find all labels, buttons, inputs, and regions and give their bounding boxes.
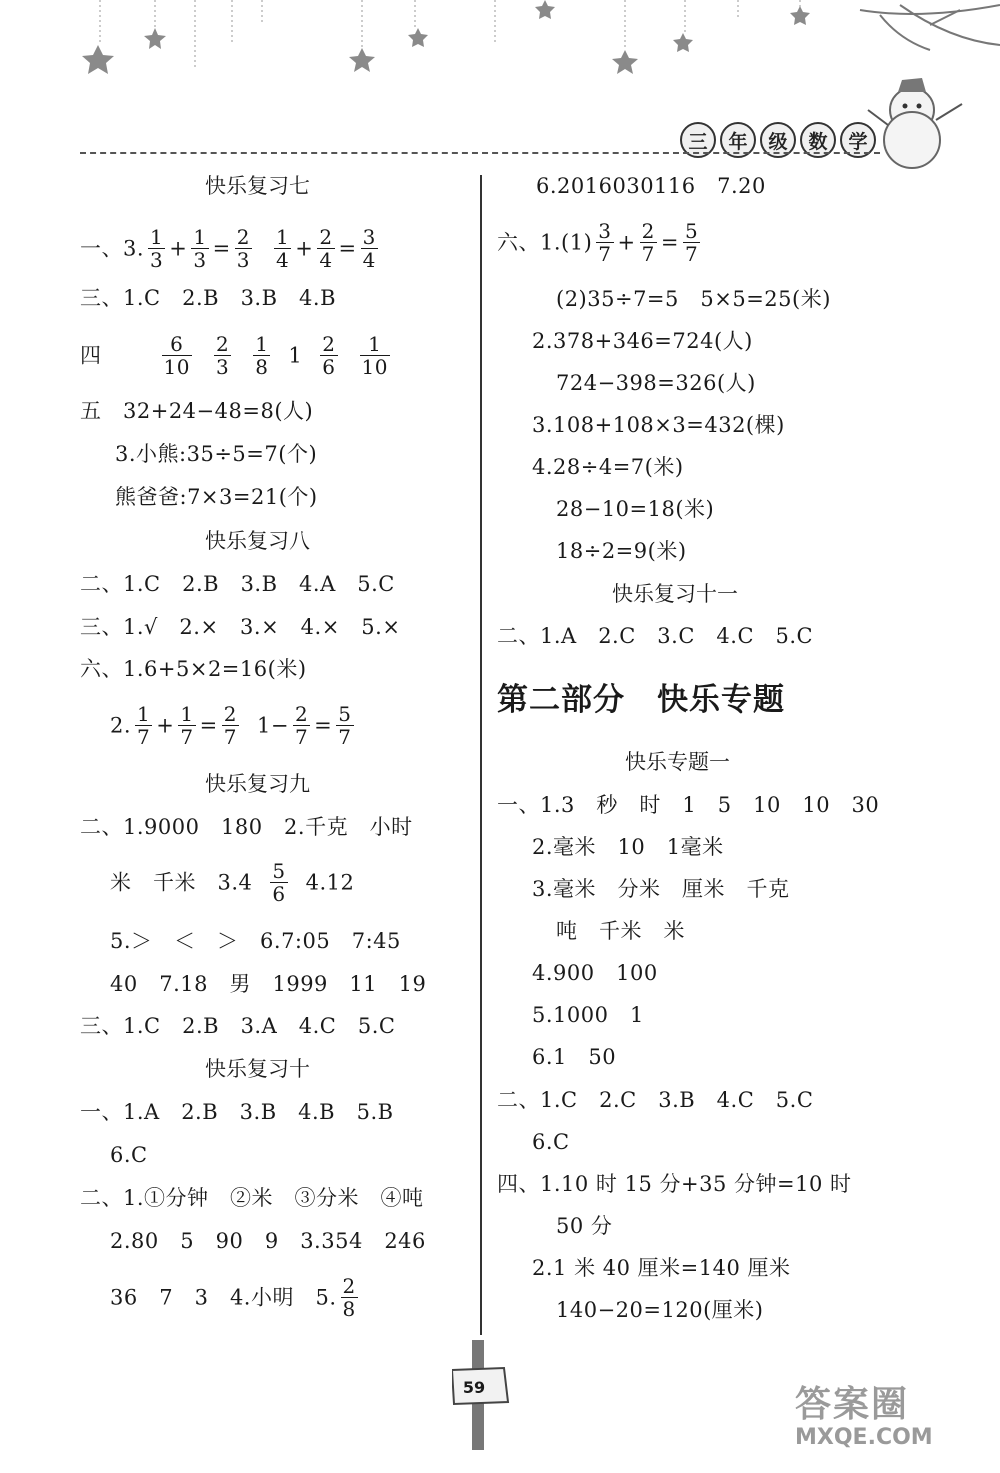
- section-title-review10: 快乐复习十: [205, 1057, 310, 1081]
- fraction: $\frac{5}{6}$: [272, 859, 286, 906]
- page-number: 59: [462, 1377, 486, 1397]
- badge-char: 数: [800, 122, 836, 158]
- answer-line: 18÷2=9(米): [556, 539, 687, 563]
- answer-line: 3.小熊:35÷5=7(个): [115, 442, 318, 466]
- answer-line: 二、1.C 2.B 3.B 4.A 5.C: [80, 572, 395, 596]
- answer-line: 六、1.(1) $\frac{3}{7}$ + $\frac{2}{7}$ = $\frac{5}{7}$: [497, 219, 699, 266]
- answer-line: 二、1.A 2.C 3.C 4.C 5.C: [497, 624, 814, 648]
- watermark-logo: [795, 1385, 933, 1451]
- answer-line: 40 7.18 男 1999 11 19: [110, 972, 427, 996]
- fraction: $\frac{1}{8}$: [255, 332, 269, 379]
- answer-line: 二、1.①分钟 ②米 ③分米 ④吨: [80, 1186, 424, 1210]
- fraction: $\frac{2}{7}$: [223, 702, 237, 749]
- fraction: $\frac{2}{4}$: [319, 225, 333, 272]
- part-title: 第二部分 快乐专题: [497, 682, 785, 718]
- fraction: $\frac{1}{3}$: [193, 225, 207, 272]
- fraction: $\frac{1}{10}$: [361, 332, 388, 379]
- star-icon: [82, 0, 810, 74]
- answer-line: 2. $\frac{1}{7}$ + $\frac{1}{7}$ = $\frac{2}{7}$ 1− $\frac{2}{7}$ = $\frac{5}{7}$: [110, 702, 352, 749]
- section-title-review9: 快乐复习九: [205, 772, 310, 796]
- answer-line: 36 7 3 4.小明 5. $\frac{2}{8}$: [110, 1274, 356, 1321]
- fraction: $\frac{2}{7}$: [641, 219, 655, 266]
- answer-line: 140−20=120(厘米): [556, 1298, 764, 1322]
- fraction: $\frac{1}{7}$: [137, 702, 151, 749]
- answer-line: 2.1 米 40 厘米=140 厘米: [532, 1256, 791, 1280]
- answer-line: (2)35÷7=5 5×5=25(米): [556, 287, 831, 311]
- badge-char: 级: [760, 122, 796, 158]
- answer-line: 6.1 50: [532, 1045, 617, 1069]
- answer-line: 六、1.6+5×2=16(米): [80, 657, 307, 681]
- badge-char: 三: [680, 122, 716, 158]
- fraction: $\frac{2}{8}$: [342, 1274, 356, 1321]
- answer-line: 二、1.9000 180 2.千克 小时: [80, 815, 413, 839]
- answer-line: 二、1.C 2.C 3.B 4.C 5.C: [497, 1088, 814, 1112]
- answer-line: 4.28÷4=7(米): [532, 455, 684, 479]
- answer-line: 吨 千米 米: [556, 919, 685, 943]
- fraction: $\frac{6}{10}$: [163, 332, 190, 379]
- badge-char: 学: [840, 122, 876, 158]
- watermark-text: 答案圈: [795, 1384, 910, 1425]
- fraction: $\frac{3}{7}$: [598, 219, 612, 266]
- section-title-topic1: 快乐专题一: [625, 750, 730, 774]
- badge-char: 年: [720, 122, 756, 158]
- answer-line: 28−10=18(米): [556, 497, 715, 521]
- answer-line: 724−398=326(人): [556, 371, 756, 395]
- answer-line: 四 $\frac{6}{10}$ $\frac{2}{3}$ $\frac{1}{8}$ 1 $\frac{2}{6}$ $\frac{1}{10}$: [80, 332, 388, 379]
- answer-line: 6.C: [532, 1130, 570, 1154]
- fraction: $\frac{1}{4}$: [275, 225, 290, 272]
- answer-line: 5.1000 1: [532, 1003, 644, 1027]
- header-divider: [80, 152, 880, 154]
- answer-line: 熊爸爸:7×3=21(个): [115, 485, 318, 509]
- fraction: $\frac{2}{3}$: [215, 332, 230, 379]
- answer-line: 2.378+346=724(人): [532, 329, 753, 353]
- answer-line: 3.毫米 分米 厘米 千克: [532, 877, 790, 901]
- answer-line: 米 千米 3.4 $\frac{5}{6}$ 4.12: [110, 859, 355, 906]
- answer-line: 三、1.C 2.B 3.A 4.C 5.C: [80, 1014, 396, 1038]
- fraction: $\frac{2}{6}$: [322, 332, 336, 379]
- fraction: $\frac{1}{3}$: [150, 225, 164, 272]
- fraction: $\frac{5}{7}$: [338, 702, 352, 749]
- answer-line: 50 分: [556, 1214, 613, 1238]
- answer-line: 一、3. $\frac{1}{3}$ + $\frac{1}{3}$ = $\frac{2}{3}$ $\frac{1}{4}$ + $\frac{2}{4}$ = $\frac{3}{4}$: [80, 225, 376, 272]
- snowman-icon: [868, 78, 962, 168]
- answer-line: 三、1.√ 2.× 3.× 4.× 5.×: [80, 615, 401, 639]
- section-title-review8: 快乐复习八: [205, 529, 310, 553]
- answer-line: 6.2016030116 7.20: [536, 174, 766, 198]
- fraction: $\frac{2}{7}$: [294, 702, 309, 749]
- answer-line: 五 32+24−48=8(人): [80, 399, 314, 423]
- answer-line: 6.C: [110, 1143, 148, 1167]
- answer-line: 4.900 100: [532, 961, 658, 985]
- column-divider: [480, 175, 482, 1335]
- answer-line: 一、1.A 2.B 3.B 4.B 5.B: [80, 1100, 394, 1124]
- watermark-url: MXQE.COM: [795, 1425, 933, 1450]
- branch-icon: [860, 5, 1000, 50]
- answer-line: 2.80 5 90 9 3.354 246: [110, 1229, 426, 1253]
- answer-line: 四、1.10 时 15 分+35 分钟=10 时: [497, 1172, 852, 1196]
- fraction: $\frac{3}{4}$: [362, 225, 376, 272]
- fraction: $\frac{5}{7}$: [684, 219, 699, 266]
- fraction: $\frac{1}{7}$: [180, 702, 194, 749]
- answer-line: 一、1.3 秒 时 1 5 10 10 30: [497, 793, 880, 817]
- answer-line: 三、1.C 2.B 3.B 4.B: [80, 286, 337, 310]
- section-title-review7: 快乐复习七: [205, 174, 310, 198]
- answer-line: 5.＞ ＜ ＞ 6.7:05 7:45: [110, 929, 401, 953]
- answer-line: 3.108+108×3=432(棵): [532, 413, 785, 437]
- section-title-review11: 快乐复习十一: [612, 582, 738, 606]
- answer-line: 2.毫米 10 1毫米: [532, 835, 724, 859]
- fraction: $\frac{2}{3}$: [236, 225, 250, 272]
